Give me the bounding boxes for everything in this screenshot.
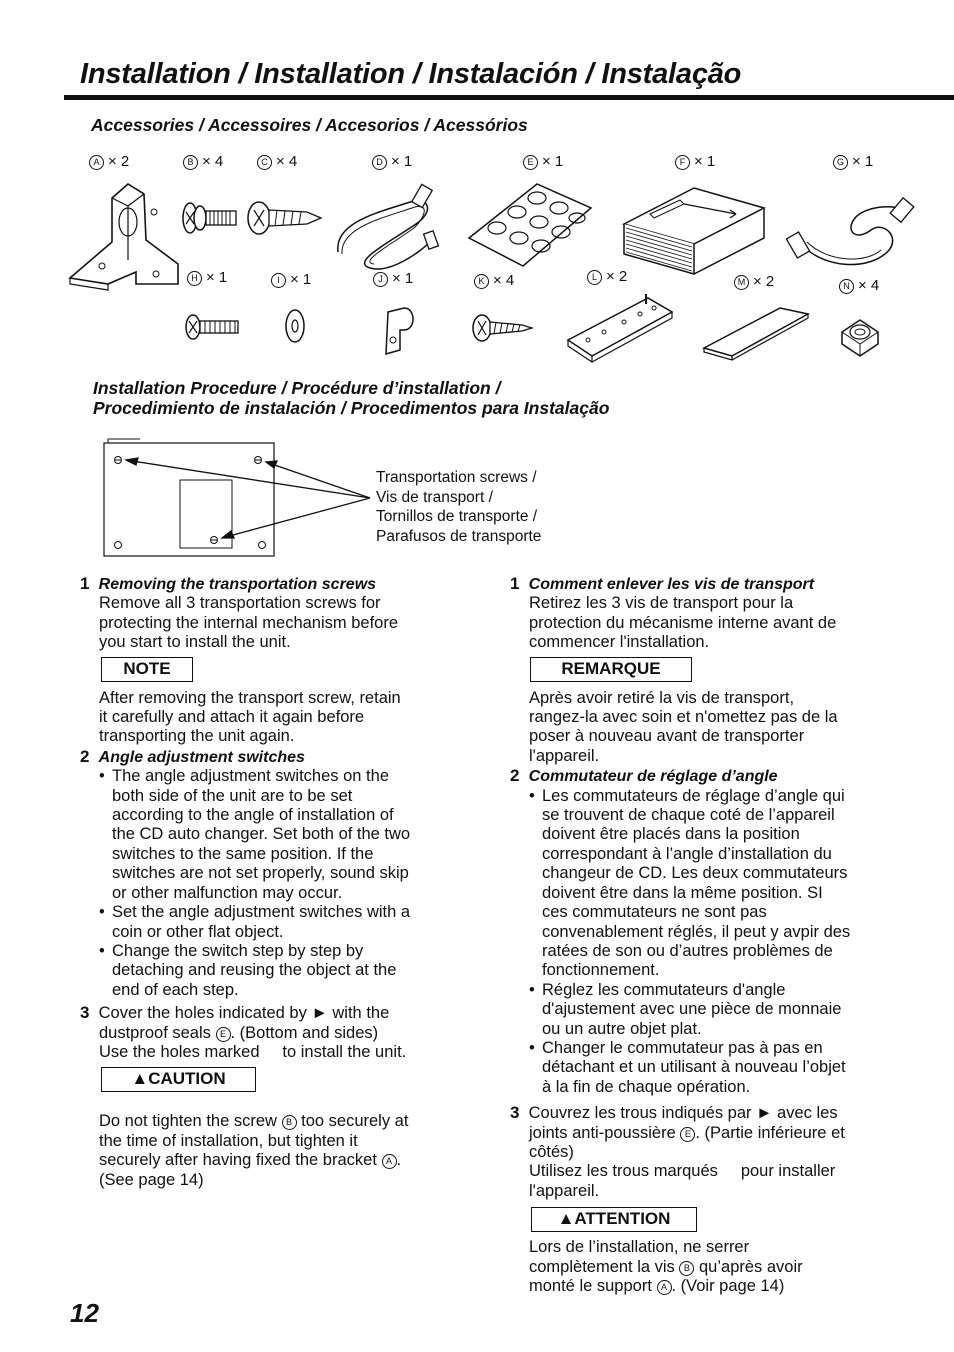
cable-illustration [330, 182, 440, 274]
letter-a-icon: A [657, 1280, 672, 1295]
accessory-label-l: L × 2 [587, 268, 627, 285]
accessory-label-c: C × 4 [257, 153, 297, 170]
step-2-heading: 2 Angle adjustment switches [80, 746, 305, 766]
step-2-bullet: • Changer le commutateur pas à pas en détachant et un utilisant à nouveau l’objet à la fin de chaque opération. [529, 1039, 930, 1097]
washer-illustration [283, 306, 307, 346]
letter-e-icon: E [680, 1127, 695, 1142]
attention-body: Lors de l’installation, ne serrer complètement la vis B qu’après avoir monté le support A . (Voir page 14) [529, 1238, 803, 1295]
step-2-heading: 2 Commutateur de réglage d’angle [510, 766, 778, 786]
tapping-screw-illustration [245, 200, 323, 240]
step-3: 3 Cover the holes indicated by ► with the dustproof seals E . (Bottom and sides) Use the holes marked to install the unit. [80, 1003, 407, 1061]
step-2-body [529, 787, 930, 1098]
accessory-label-g: G × 1 [833, 153, 873, 170]
step-1-heading: 1 Removing the transportation screws [80, 574, 377, 593]
accessory-label-e: E × 1 [523, 153, 563, 170]
accessory-label-k: K × 4 [474, 272, 514, 289]
procedure-heading-line2: Procedimiento de instalación / Procedimentos para Instalação [93, 398, 610, 418]
plate-illustration [564, 294, 676, 364]
step-2-bullet: • Réglez les commutateurs d'angle d'ajustement avec une pièce de monnaie ou un autre objet plat. [529, 981, 930, 1039]
accessory-label-a: A × 2 [89, 153, 129, 170]
attention-label: ▲ATTENTION [531, 1207, 697, 1232]
warning-icon: ▲ [557, 1209, 575, 1229]
step-2-bullet: • Set the angle adjustment switches with a coin or other flat object. [99, 903, 480, 942]
remarque-label: REMARQUE [530, 657, 692, 682]
disc-magazine-illustration [620, 184, 770, 276]
clamp-illustration [382, 306, 418, 356]
accessory-label-m: M × 2 [734, 273, 774, 290]
step-2-body [99, 767, 480, 1000]
seal-sheet-illustration [465, 180, 595, 270]
procedure-heading-line1: Installation Procedure / Procédure d’installation / [93, 378, 501, 398]
letter-e-icon: E [216, 1027, 231, 1042]
step-1-body: Retirez les 3 vis de transport pour la protection du mécanisme interne avant de commencer l'installation. [529, 594, 837, 652]
step-2-bullet: • The angle adjustment switches on the both side of the unit are to be set according to the angle of installation of the CD auto changer. Set both of the two switches to the same position. If the switches are not set properly, sound skip or other malfunction may occur. [99, 767, 480, 903]
nut-illustration [836, 314, 884, 358]
english-column [80, 574, 480, 1190]
step-1-body: Remove all 3 transportation screws for protecting the internal mechanism before you start to install the unit. [99, 594, 398, 652]
accessory-label-d: D × 1 [372, 153, 412, 170]
french-column [510, 574, 930, 1296]
accessory-label-b: B × 4 [183, 153, 223, 170]
step-2-bullet: • Change the switch step by step by detaching and reusing the object at the end of each step. [99, 942, 480, 1000]
warning-icon: ▲ [131, 1069, 149, 1089]
transport-screws-caption: Transportation screws / Vis de transport / Tornillos de transporte / Parafusos de transporte [376, 469, 542, 545]
triangle-arrow-icon: ► [311, 1004, 328, 1023]
accessory-label-i: I × 1 [271, 271, 311, 288]
bracket-illustration [66, 180, 184, 292]
accessories-heading: Accessories / Accessoires / Accesorios / Acessórios [91, 115, 528, 135]
accessory-label-h: H × 1 [187, 269, 227, 286]
triangle-arrow-icon: ► [756, 1104, 773, 1123]
letter-b-icon: B [282, 1115, 297, 1130]
note-body: After removing the transport screw, retain it carefully and attach it again before transporting the unit again. [99, 688, 401, 746]
caution-body: Do not tighten the screw B too securely at the time of installation, but tighten it securely after having fixed the bracket A . (See page 14) [99, 1112, 409, 1189]
caution-label: ▲CAUTION [101, 1067, 256, 1092]
pad-illustration [700, 304, 812, 360]
wood-screw-illustration [470, 312, 534, 344]
accessory-label-j: J × 1 [373, 270, 413, 287]
title-rule [64, 95, 954, 100]
page-number: 12 [70, 1298, 99, 1328]
step-2-bullet: • Les commutateurs de réglage d’angle qui se trouvent de chaque coté de l’appareil doivent être placés dans la position correspondant à l’angle d’installation du changeur de CD. Les deux commutateurs doivent être dans la même position. SI ces commutateurs ne sont pas convenablement réglés, il peut y avpir des ratées de son ou d’autres problèmes de fonctionnement. [529, 787, 930, 981]
connector-cable-illustration [785, 190, 905, 270]
letter-b-icon: B [679, 1261, 694, 1276]
step-3: 3 Couvrez les trous indiqués par ► avec les joints anti-poussière E . (Partie inférieure et côtés) Utilisez les trous marqués pour installer l'appareil. [510, 1103, 845, 1200]
accessory-label-n: N × 4 [839, 277, 879, 294]
remarque-body: Après avoir retiré la vis de transport, rangez-la avec soin et n'omettez pas de la poser à nouveau avant de transporter l'appareil. [529, 688, 838, 765]
screw-illustration [183, 312, 243, 342]
page-title: Installation / Installation / Instalación / Instalação [80, 58, 742, 90]
note-label: NOTE [101, 657, 193, 682]
letter-a-icon: A [382, 1154, 397, 1169]
accessory-label-f: F × 1 [675, 153, 715, 170]
unit-transport-screws-diagram [100, 438, 380, 563]
step-1-heading: 1 Comment enlever les vis de transport [510, 574, 815, 593]
screw-washer-illustration [180, 198, 240, 240]
